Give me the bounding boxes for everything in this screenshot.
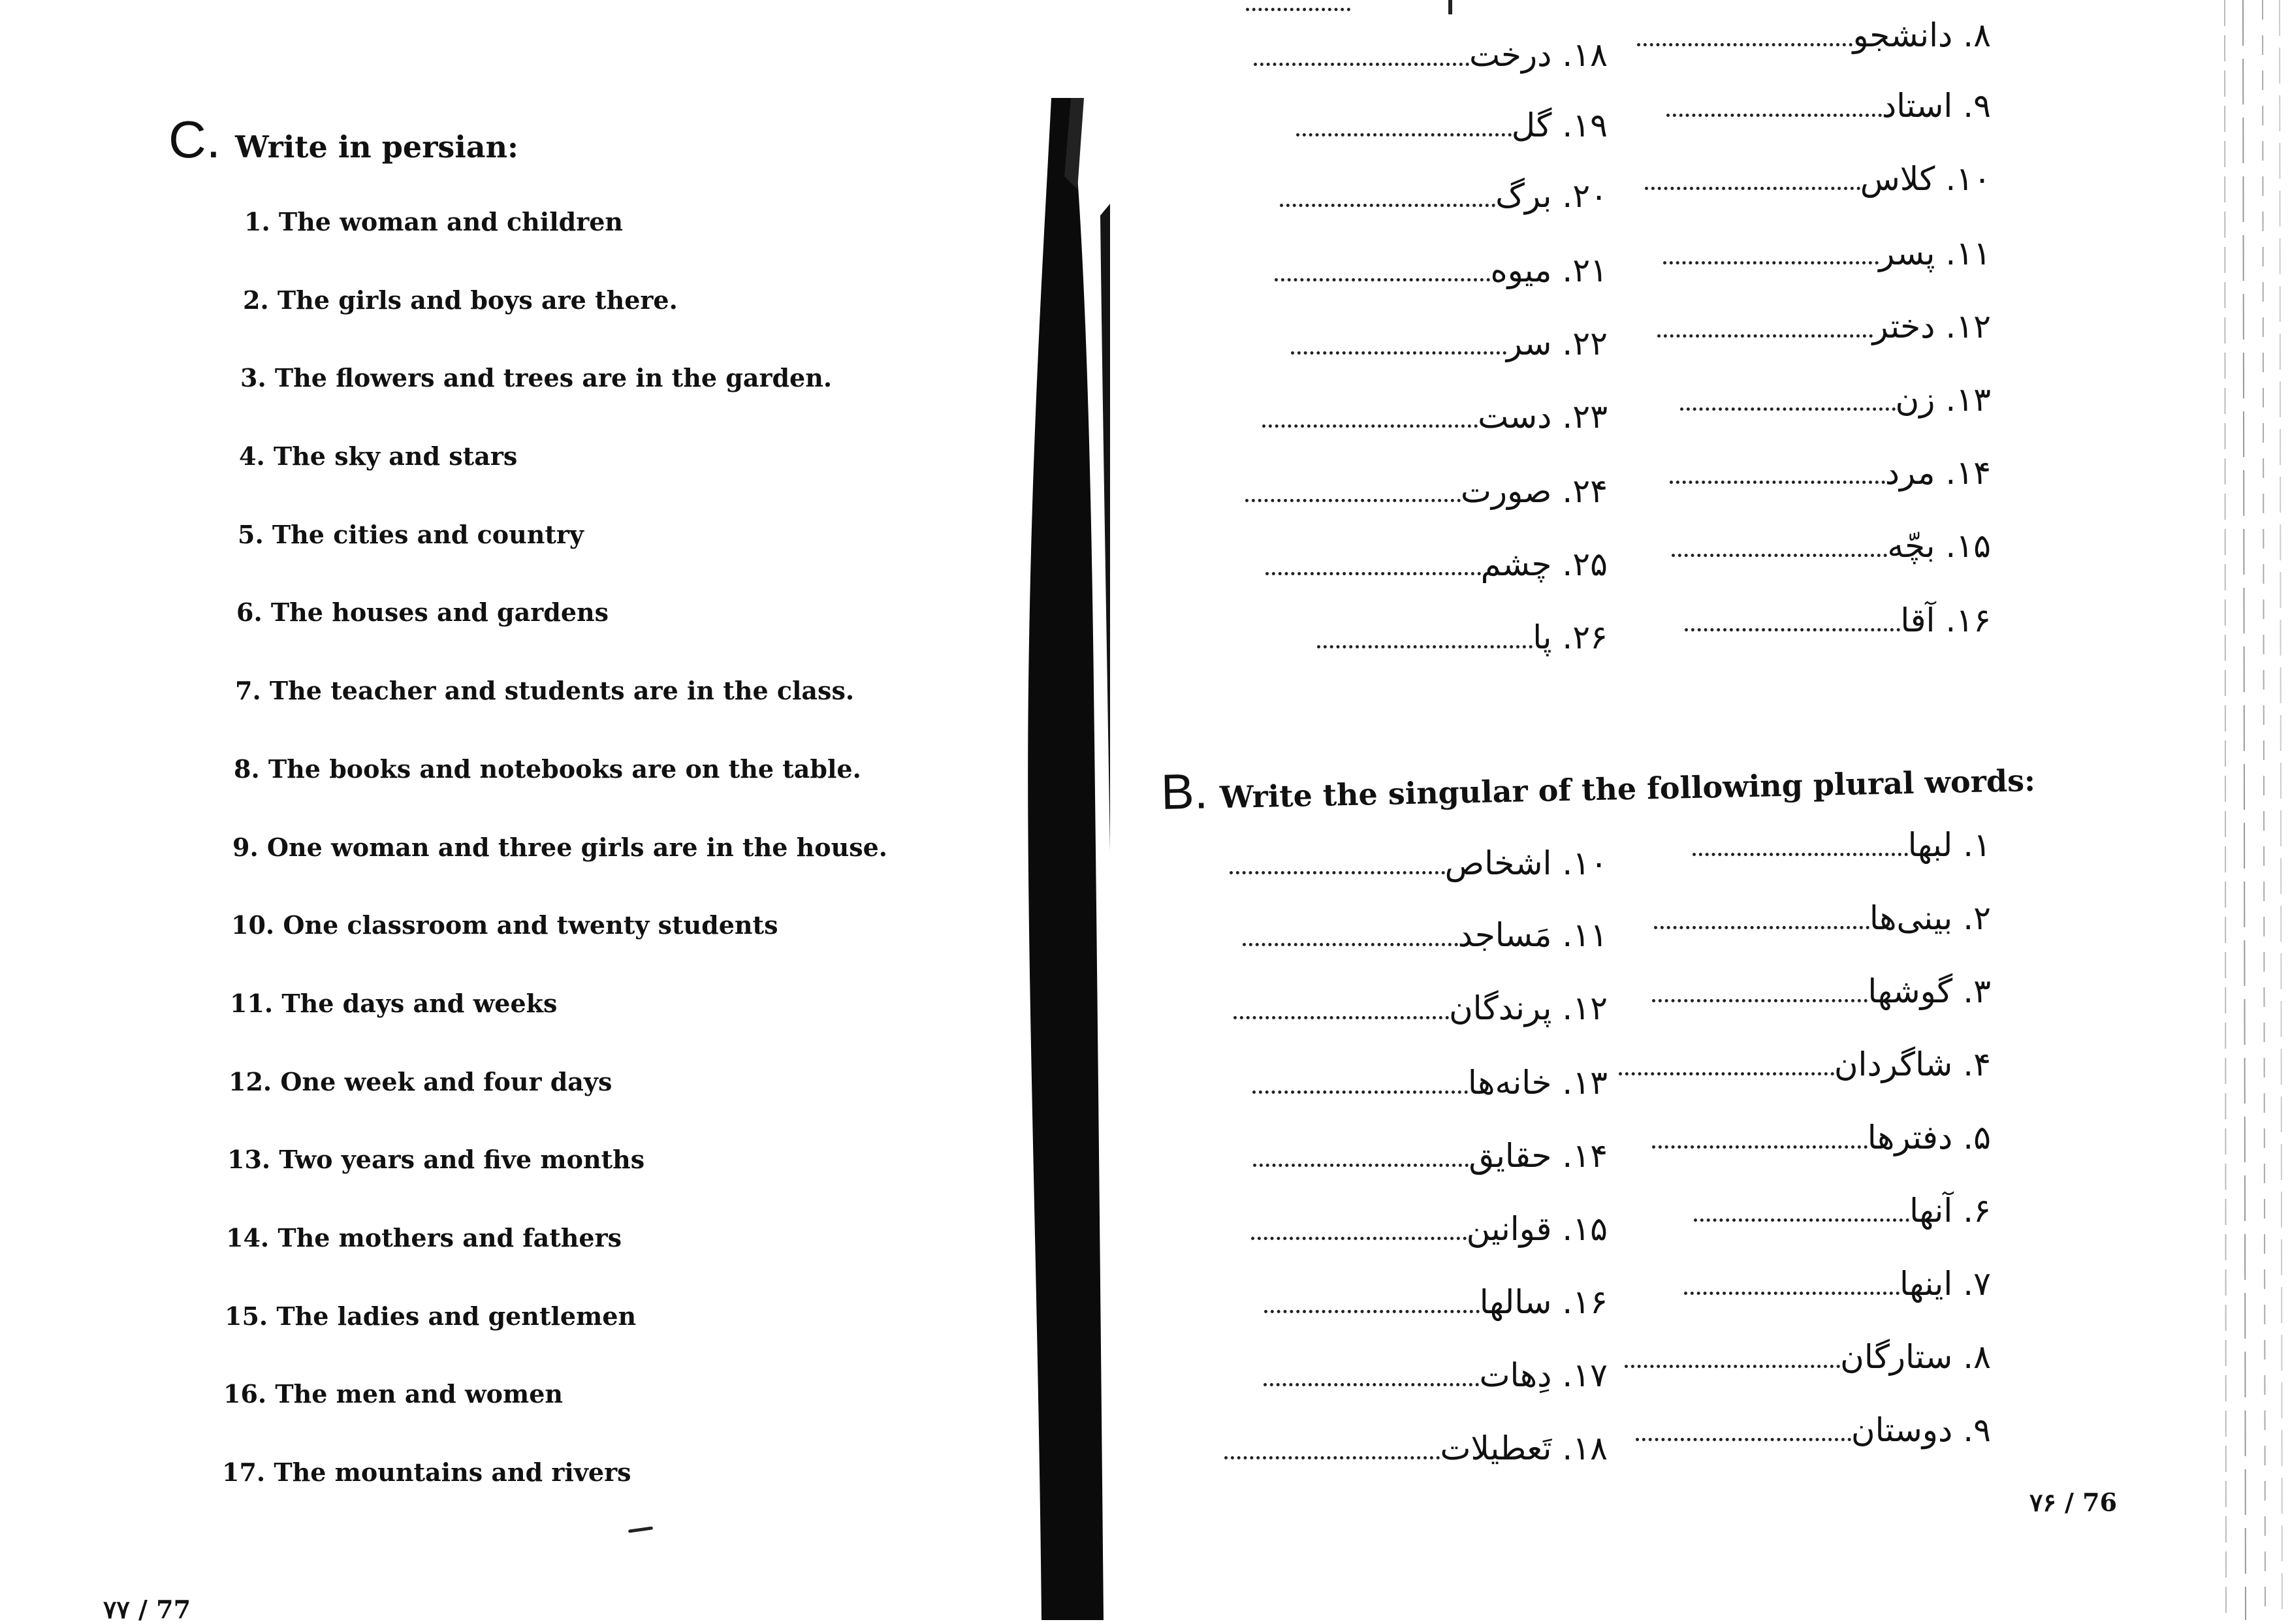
word-item-b14: ۱۴.حقایق xyxy=(1253,1135,1608,1177)
answer-line[interactable] xyxy=(1224,1430,1440,1459)
word-item-a19: ۱۹.گل xyxy=(1296,104,1608,146)
answer-line[interactable] xyxy=(1264,1284,1480,1313)
word-item-b6: ۶.آنها xyxy=(1694,1190,1991,1232)
word-item-a13: ۱۳.زن xyxy=(1680,379,1992,421)
answer-line[interactable] xyxy=(1636,1412,1851,1441)
exercise-item-1: 1. The woman and children xyxy=(244,207,624,236)
exercise-item-2: 2. The girls and boys are there. xyxy=(243,285,678,315)
exercise-item-16: 16. The men and women xyxy=(223,1379,564,1409)
word-item-b1: ۱.لبها xyxy=(1693,824,1991,866)
exercise-item-12: 12. One week and four days xyxy=(229,1066,612,1096)
word-item-a15: ۱۵.بچّه xyxy=(1672,525,1991,567)
answer-line[interactable] xyxy=(1317,619,1533,648)
exercise-item-3: 3. The flowers and trees are in the garden. xyxy=(240,363,833,393)
exercise-item-7: 7. The teacher and students are in the class. xyxy=(235,676,855,706)
answer-line[interactable] xyxy=(1230,845,1445,874)
answer-line[interactable] xyxy=(1637,17,1853,46)
answer-line[interactable] xyxy=(1291,325,1506,355)
word-item-a26: ۲۶.پا xyxy=(1317,616,1608,658)
cropped-digit-mark xyxy=(1448,0,1452,14)
word-item-b5: ۵.دفترها xyxy=(1652,1117,1991,1158)
scan-edge-artifact xyxy=(2212,0,2290,1620)
section-c-heading xyxy=(168,110,518,170)
exercise-item-6: 6. The houses and gardens xyxy=(236,597,609,628)
answer-line-stub xyxy=(1246,0,1350,11)
left-page xyxy=(0,0,1045,1624)
answer-line[interactable] xyxy=(1685,602,1900,631)
word-item-a21: ۲۱.میوه xyxy=(1275,249,1608,291)
answer-line[interactable] xyxy=(1625,1339,1840,1368)
answer-line[interactable] xyxy=(1680,381,1896,411)
word-item-b16: ۱۶.سالها xyxy=(1264,1281,1608,1323)
exercise-item-9: 9. One woman and three girls are in the house. xyxy=(232,832,888,862)
word-item-b4: ۴.شاگردان xyxy=(1619,1043,1991,1085)
answer-line[interactable] xyxy=(1254,37,1469,66)
answer-line[interactable] xyxy=(1619,1046,1834,1075)
exercise-item-4: 4. The sky and stars xyxy=(239,441,518,471)
word-item-a23: ۲۳.دست xyxy=(1262,396,1608,438)
answer-line[interactable] xyxy=(1670,454,1885,484)
word-item-a18: ۱۸.درخت xyxy=(1254,34,1608,76)
answer-line[interactable] xyxy=(1652,973,1868,1002)
word-item-b15: ۱۵.قوانین xyxy=(1251,1208,1608,1250)
answer-line[interactable] xyxy=(1265,546,1481,575)
word-item-a10: ۱۰.کلاس xyxy=(1645,158,1991,200)
word-item-a14: ۱۴.مرد xyxy=(1670,452,1991,494)
exercise-item-13: 13. Two years and five months xyxy=(227,1145,645,1175)
section-c-title: Write in persian: xyxy=(235,129,519,165)
word-item-a8: ۸.دانشجو xyxy=(1637,14,1991,56)
exercise-item-10: 10. One classroom and twenty students xyxy=(231,910,778,940)
word-item-b17: ۱۷.دِهات xyxy=(1264,1354,1608,1396)
answer-line[interactable] xyxy=(1233,990,1449,1019)
section-c-list xyxy=(222,202,887,1531)
exercise-item-5: 5. The cities and country xyxy=(238,519,584,549)
answer-line[interactable] xyxy=(1280,178,1495,207)
exercise-item-11: 11. The days and weeks xyxy=(230,988,558,1018)
answer-line[interactable] xyxy=(1645,161,1860,190)
word-item-b13: ۱۳.خانه‌ها xyxy=(1252,1062,1608,1104)
exercise-item-15: 15. The ladies and gentlemen xyxy=(225,1301,637,1331)
answer-line[interactable] xyxy=(1243,917,1458,946)
answer-line[interactable] xyxy=(1663,235,1879,264)
section-b-letter: B. xyxy=(1160,763,1209,820)
word-item-a16: ۱۶.آقا xyxy=(1685,599,1991,641)
answer-line[interactable] xyxy=(1684,1266,1900,1295)
word-item-b11: ۱۱.مَساجد xyxy=(1243,914,1608,956)
answer-line[interactable] xyxy=(1245,473,1461,502)
answer-line[interactable] xyxy=(1657,308,1873,338)
section-c-letter: C. xyxy=(168,110,221,168)
word-item-a12: ۱۲.دختر xyxy=(1657,306,1991,347)
answer-line[interactable] xyxy=(1252,1064,1468,1094)
exercise-item-14: 14. The mothers and fathers xyxy=(226,1222,622,1252)
answer-line[interactable] xyxy=(1264,1357,1479,1386)
word-item-b10: ۱۰.اشخاص xyxy=(1230,842,1608,884)
answer-line[interactable] xyxy=(1652,1119,1868,1149)
answer-line[interactable] xyxy=(1253,1138,1469,1167)
section-b-title: Write the singular of the following plural words: xyxy=(1219,762,2036,816)
word-item-a9: ۹.استاد xyxy=(1666,85,1991,127)
word-item-b7: ۷.اینها xyxy=(1684,1263,1991,1305)
word-item-a11: ۱۱.پسر xyxy=(1663,232,1991,274)
answer-line[interactable] xyxy=(1251,1211,1467,1240)
answer-line[interactable] xyxy=(1275,252,1490,281)
answer-line[interactable] xyxy=(1666,88,1882,117)
word-item-b2: ۲.بینی‌ها xyxy=(1654,897,1991,939)
answer-line[interactable] xyxy=(1262,398,1478,428)
word-item-a22: ۲۲.سر xyxy=(1291,323,1608,364)
word-item-a24: ۲۴.صورت xyxy=(1245,470,1608,512)
word-item-a20: ۲۰.برگ xyxy=(1280,175,1608,217)
word-item-b12: ۱۲.پرندگان xyxy=(1233,987,1608,1029)
word-item-b8: ۸.ستارگان xyxy=(1625,1336,1991,1378)
page-number-right: ۷۶ / 76 xyxy=(2029,1488,2118,1517)
answer-line[interactable] xyxy=(1654,900,1869,929)
exercise-item-8: 8. The books and notebooks are on the table. xyxy=(234,754,861,784)
page-number-left: ۷۷ / 77 xyxy=(103,1595,191,1624)
word-item-a25: ۲۵.چشم xyxy=(1265,543,1608,585)
word-item-b9: ۹.دوستان xyxy=(1636,1409,1991,1451)
word-item-b3: ۳.گوشها xyxy=(1652,970,1991,1012)
answer-line[interactable] xyxy=(1693,827,1908,856)
word-item-b18: ۱۸.تَعطیلات xyxy=(1224,1427,1608,1469)
answer-line[interactable] xyxy=(1296,107,1512,136)
answer-line[interactable] xyxy=(1694,1192,1909,1222)
exercise-item-17: 17. The mountains and rivers xyxy=(222,1457,631,1487)
answer-line[interactable] xyxy=(1672,528,1887,557)
